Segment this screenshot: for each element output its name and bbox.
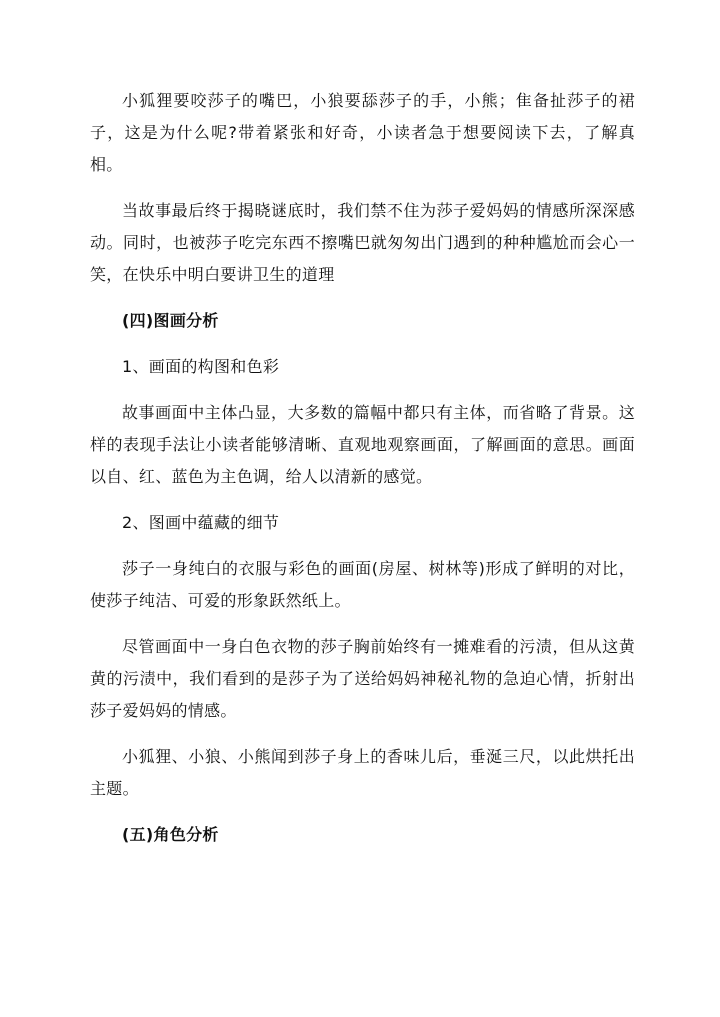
subheading-composition-color: 1、画面的构图和色彩 [122,357,280,376]
paragraph-white-clothes: 莎子一身纯白的衣服与彩色的画面(房屋、树林等)形成了鲜明的对比，使莎子纯洁、可爱的形象跃然纸上。 [90,559,635,610]
paragraph-fox-wolf-bear: 小狐狸要咬莎子的嘴巴，小狼要舔莎子的手，小熊；隹备扯莎子的裙子，这是为什么呢?带着紧张和好奇，小读者急于想要阅读下去，了解真相。 [90,91,635,174]
document-body [90,85,635,865]
paragraph-animals-smell: 小狐狸、小狼、小熊闻到莎子身上的香味儿后，垂涎三尺，以此烘托出主题。 [90,747,635,798]
paragraph-composition: 故事画面中主体凸显，大多数的篇幅中都只有主体，而省略了背景。这样的表现手法让小读者能够清晰、直观地观察画面，了解画面的意思。画面以自、红、蓝色为主色调，给人以清新的感觉。 [90,403,635,486]
section-heading-picture-analysis: (四)图画分析 [122,311,219,330]
section-heading-character-analysis: (五)角色分析 [122,825,219,844]
subheading-hidden-details: 2、图画中蕴藏的细节 [122,513,280,532]
paragraph-stain: 尽管画面中一身白色衣物的莎子胸前始终有一摊难看的污渍，但从这黄黄的污渍中，我们看到的是莎子为了送给妈妈神秘礼物的急迫心情，折射出莎子爱妈妈的情感。 [90,637,635,720]
paragraph-story-ending: 当故事最后终于揭晓谜底时，我们禁不住为莎子爱妈妈的情感所深深感动。同时，也被莎子吃完东西不擦嘴巴就匆匆出门遇到的种种尴尬而会心一笑，在快乐中明白要讲卫生的道理 [90,201,635,284]
